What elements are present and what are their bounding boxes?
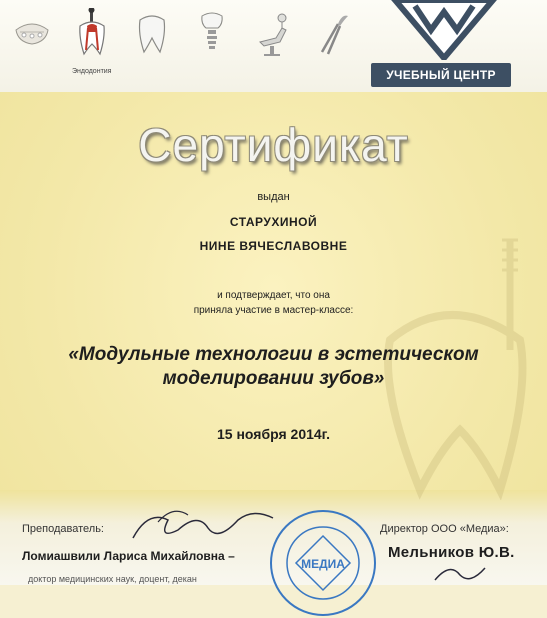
certificate-header <box>0 0 547 92</box>
course-title-line-2: моделировании зубов» <box>162 368 385 389</box>
confirmation-line-1: и подтверждает, что она <box>217 290 330 301</box>
tooth-icon <box>132 8 172 58</box>
organization-seal <box>268 508 378 618</box>
dental-forceps-icon <box>312 8 352 58</box>
dental-chair-icon <box>252 8 292 58</box>
teacher-signature <box>128 500 278 550</box>
dental-icon-strip <box>12 8 352 58</box>
logo-diamond-icon <box>385 0 503 60</box>
certificate-date: 15 ноября 2014г. <box>217 426 330 442</box>
course-title-line-1: «Модульные технологии в эстетическом <box>68 344 479 365</box>
director-label: Директор ООО «Медиа»: <box>380 523 509 535</box>
director-name: Мельников Ю.В. <box>388 544 515 561</box>
recipient-surname: СТАРУХИНОЙ <box>229 215 318 229</box>
confirmation-line-2: приняла участие в мастер-классе: <box>193 305 354 316</box>
teacher-title: доктор медицинских наук, доцент, декан <box>28 574 197 584</box>
training-center-logo <box>367 0 527 90</box>
endodontics-tooth-icon <box>72 8 112 58</box>
teacher-label: Преподаватель: <box>22 523 104 535</box>
issued-text: выдан <box>257 191 290 203</box>
director-signature <box>430 560 500 585</box>
training-center-badge: УЧЕБНЫЙ ЦЕНТР <box>371 63 511 87</box>
endodontics-label: Эндодонтия <box>72 68 112 75</box>
certificate-title: Сертификат <box>138 119 409 171</box>
dentures-icon <box>12 8 52 58</box>
recipient-name: НИНЕ ВЯЧЕСЛАВОВНЕ <box>199 239 348 253</box>
seal-text: МЕДИА <box>301 557 345 571</box>
implant-tooth-icon <box>192 8 232 58</box>
teacher-name: Ломиашвили Лариса Михайловна – <box>22 549 235 563</box>
